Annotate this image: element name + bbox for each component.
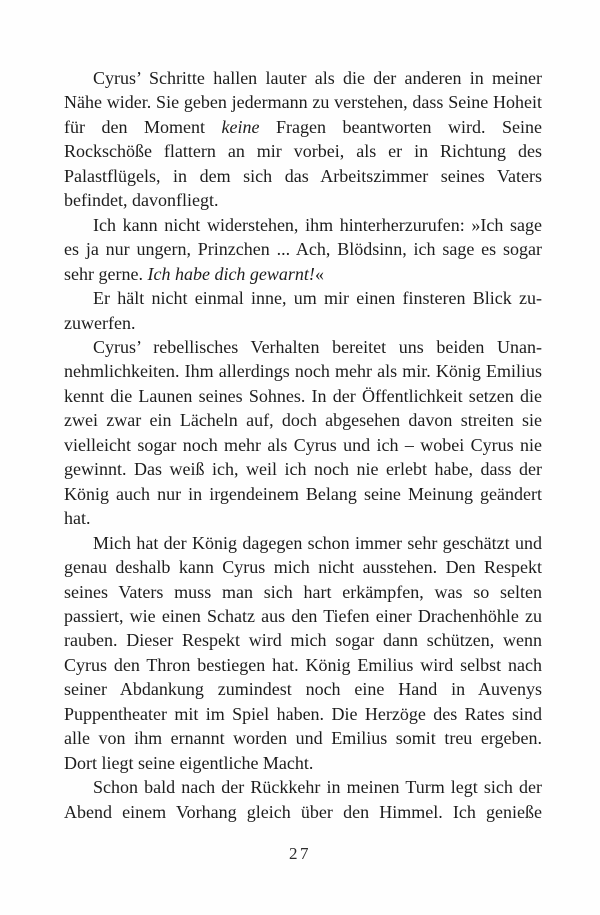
paragraph-5-text: Mich hat der König dagegen schon immer sehr geschätzt und genau deshalb kann Cyrus mich nicht ausstehen. Den Respekt seines Vaters muss man sich hart erkämpfen, was so selten passiert, wie einen Schatz aus den Tiefen einer Drachenhöhle zu rauben. Dieser Respekt wird mich sogar dann schützen, wenn Cyrus den Thron bestiegen hat. König Emilius wird selbst nach seiner Abdankung zumindest noch eine Hand in Auvenys Puppentheater mit im Spiel haben. Die Herzöge des Rates sind alle von ihm ernannt worden und Emilius somit treu ergeben. Dort liegt seine eigentliche Macht. — [64, 532, 542, 773]
paragraph-4-text: Cyrus’ rebellisches Verhalten bereitet uns beiden Unannehmlichkeiten. Ihm allerdings noch mehr als mir. König Emilius kennt die Launen seines Sohnes. In der Öffentlichkeit setzen die zwei zwar ein Lächeln auf, doch abgesehen davon streiten sie vielleicht sogar noch mehr als Cyrus und ich – wobei Cyrus nie gewinnt. Das weiß ich, weil ich noch nie erlebt habe, dass der König auch nur in irgendeinem Belang seine Meinung geändert hat. — [64, 336, 542, 529]
paragraph-2-text-2: « — [314, 263, 324, 284]
paragraph-5 — [64, 531, 542, 776]
paragraph-3 — [64, 286, 542, 335]
text-body — [64, 66, 542, 824]
paragraph-2-emphasis: Ich habe dich gewarnt! — [147, 263, 315, 284]
paragraph-4 — [64, 335, 542, 531]
paragraph-1-text-2: Fragen beantworten wird. Seine Rockschöße flattern an mir vorbei, als er in Richtung des Palastflügels, in dem sich das Arbeitszimmer seines Vaters befindet, davonfliegt. — [64, 116, 542, 211]
paragraph-6-text: Schon bald nach der Rückkehr in meinen Turm legt sich der Abend einem Vorhang gleich über den Himmel. Ich genieße — [64, 777, 542, 822]
page-number: 27 — [289, 844, 311, 863]
paragraph-2-text-1: Ich kann nicht widerstehen, ihm hinterherzurufen: »Ich sage es ja nur ungern, Prinzchen ... Ach, Blödsinn, ich sage es sogar sehr gerne. — [64, 214, 542, 284]
paragraph-1 — [64, 66, 542, 213]
paragraph-6 — [64, 775, 542, 824]
paragraph-2 — [64, 213, 542, 286]
paragraph-1-emphasis: keine — [221, 116, 260, 137]
paragraph-3-text: Er hält nicht einmal inne, um mir einen finsteren Blick zuzuwerfen. — [64, 288, 542, 333]
paragraph-1-text-1: Cyrus’ Schritte hallen lauter als die der anderen in meiner Nähe wider. Sie geben jedermann zu verstehen, dass Seine Hoheit für den Moment — [64, 68, 542, 137]
